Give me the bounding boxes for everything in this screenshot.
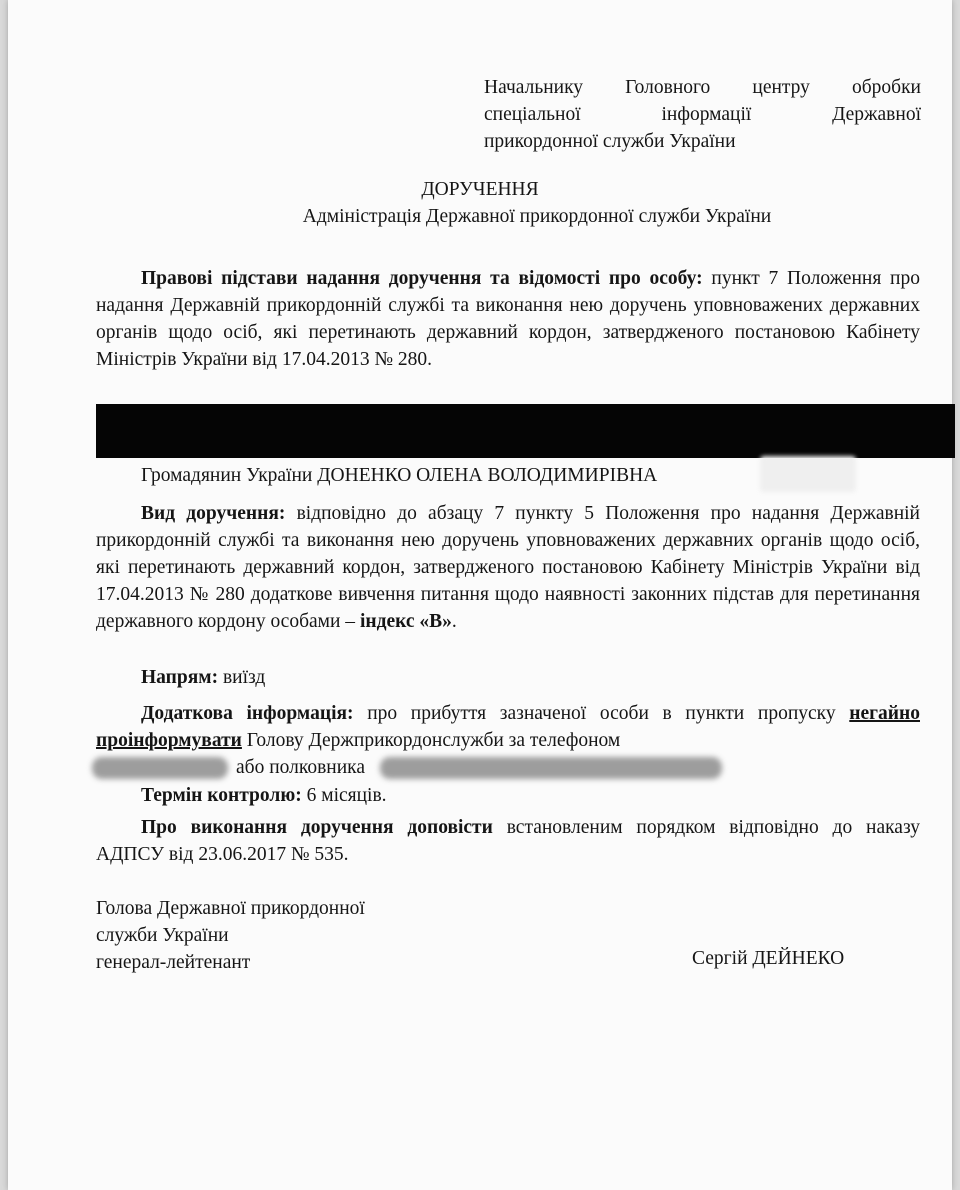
assignment-type-paragraph xyxy=(96,500,920,635)
signatory-name: Сергій ДЕЙНЕКО xyxy=(692,948,845,969)
additional-info-paragraph xyxy=(96,700,920,754)
addressee-line-3: прикордонної служби України xyxy=(484,131,736,152)
signatory-line-2: служби України xyxy=(96,925,229,946)
signatory-line-1: Голова Державної прикордонної xyxy=(96,898,365,919)
legal-basis-label: Правові підстави надання доручення та відомості про особу: xyxy=(141,268,703,289)
additional-info-label: Додаткова інформація: xyxy=(141,703,354,724)
citizen-line: Громадянин України ДОНЕНКО ОЛЕНА ВОЛОДИМИРІВНА xyxy=(141,465,658,486)
legal-basis-text: пункт 7 Положення про надання Державній прикордонній службі та виконання нею доручень уповноважених державних органів щодо осіб, які перетинають державний кордон, затвердженого постановою Кабінету Міністрів України від 17.04.2013 № 280. xyxy=(96,268,920,370)
assignment-index: індекс «В» xyxy=(359,611,452,632)
control-term-text: 6 місяців. xyxy=(301,785,387,806)
direction-text: виїзд xyxy=(218,667,266,688)
direction-paragraph xyxy=(96,664,920,691)
direction-label: Напрям: xyxy=(141,667,219,688)
addressee-line-2: спеціальної інформації Державної xyxy=(484,104,921,125)
signatory-title-block xyxy=(96,895,496,976)
report-label: Про виконання доручення доповісти xyxy=(141,817,493,838)
report-text: встановленим порядком відповідно до наказу АДПСУ від 23.06.2017 № 535. xyxy=(96,817,920,865)
redaction-bar xyxy=(96,404,955,458)
assignment-type-end: . xyxy=(451,611,457,632)
control-term-label: Термін контролю: xyxy=(141,785,302,806)
urgent-notify-text: негайно проінформувати xyxy=(96,703,920,751)
legal-basis-paragraph xyxy=(96,265,920,373)
additional-info-text-3: або полковника xyxy=(236,757,366,778)
document-page xyxy=(8,0,952,1190)
control-term-paragraph xyxy=(96,782,920,809)
assignment-type-text: відповідно до абзацу 7 пункту 5 Положення про надання Державній прикордонній службі та виконання нею доручень уповноважених державних органів щодо осіб, які перетинають державний кордон, затвердженого постановою Кабінету Міністрів України від 17.04.2013 № 280 додаткове вивчення питання щодо наявності законних підстав для перетинання державного кордону особами – xyxy=(96,503,920,632)
citizen-blur-redaction xyxy=(760,456,856,492)
document-title: ДОРУЧЕННЯ xyxy=(421,179,539,200)
assignment-type-label: Вид доручення: xyxy=(141,503,286,524)
document-subtitle: Адміністрація Державної прикордонної служби України xyxy=(302,206,772,227)
phone-blur-redaction xyxy=(92,757,228,779)
additional-info-text-1: про прибуття зазначеної особи в пункти пропуску xyxy=(353,703,850,724)
addressee-line-1: Начальнику Головного центру обробки xyxy=(484,77,921,98)
additional-info-text-2: Голову Держприкордонслужби за телефоном xyxy=(241,730,621,751)
signatory-line-3: генерал-лейтенант xyxy=(96,952,251,973)
addressee-block xyxy=(484,74,921,155)
colonel-blur-redaction xyxy=(380,757,722,779)
report-paragraph xyxy=(96,814,920,868)
